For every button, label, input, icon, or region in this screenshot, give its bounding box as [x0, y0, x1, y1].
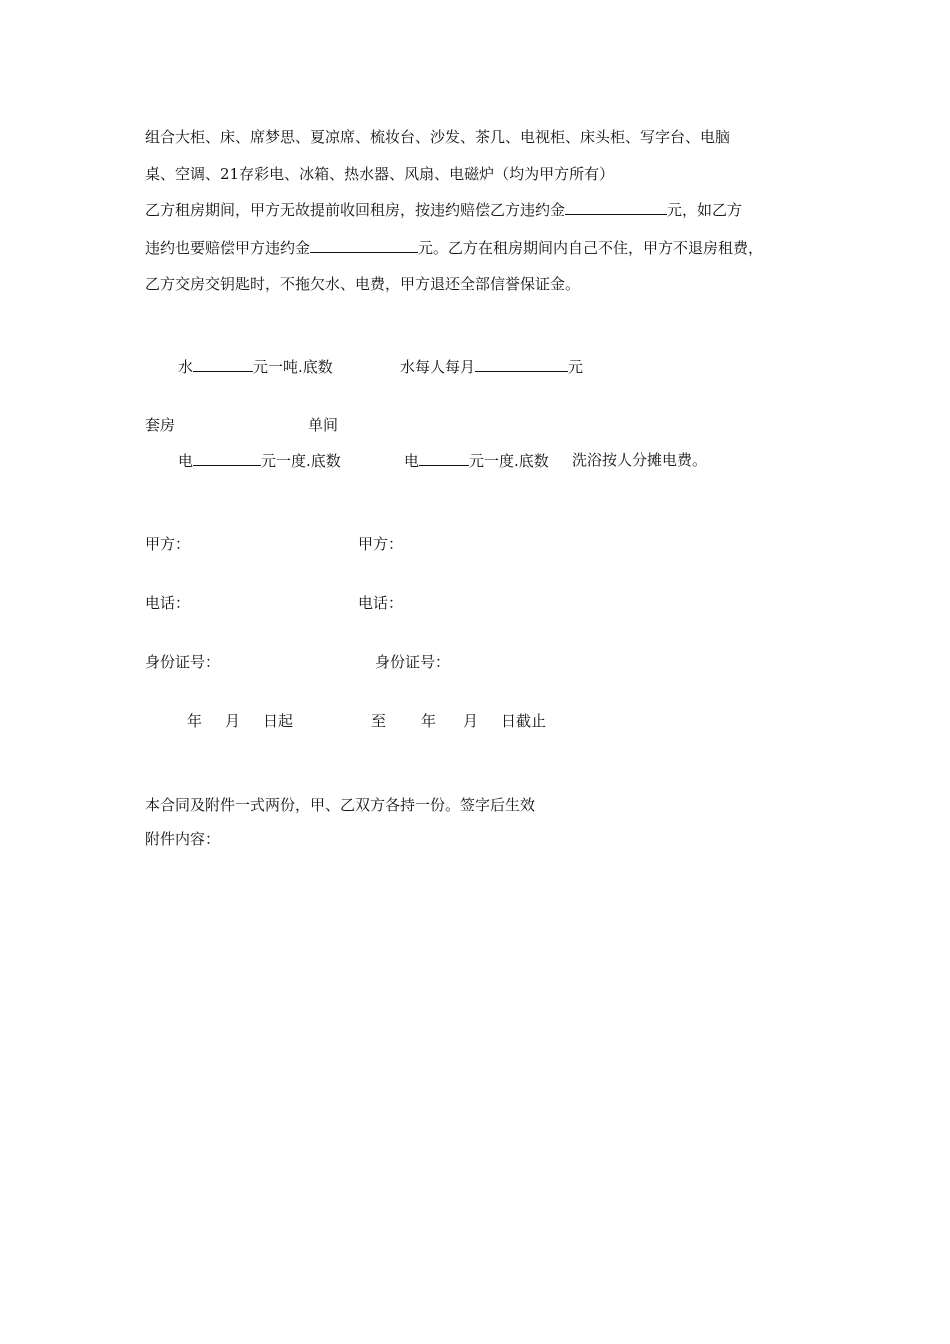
copies-statement: 本合同及附件一式两份，甲、乙双方各持一份。签字后生效 [145, 796, 536, 814]
water-rate-line [178, 356, 333, 377]
penalty-blank-1 [565, 199, 667, 215]
penalty-line-3: 乙方交房交钥匙时，不拖欠水、电费，甲方退还全部信誉保证金。 [145, 275, 581, 293]
penalty-text-2b: 元。乙方在租房期间内自己不住，甲方不退房租费， [418, 239, 764, 257]
phone-label-left: 电话： [145, 594, 191, 612]
water-per-person-blank [475, 356, 568, 372]
attachment-label: 附件内容： [145, 830, 221, 848]
term-month-2: 月 [463, 712, 479, 730]
term-to: 至 [371, 712, 387, 730]
water-yuan: 元 [568, 358, 584, 376]
electricity-blank-2 [419, 450, 469, 466]
term-year-2: 年 [421, 712, 437, 730]
water-per-person-label: 水每人每月 [400, 358, 476, 376]
electricity-suffix-1: 元一度.底数 [261, 452, 341, 470]
penalty-text-1b: 元，如乙方 [667, 201, 743, 219]
term-year-1: 年 [187, 712, 203, 730]
water-rate-suffix: 元一吨.底数 [253, 358, 333, 376]
furniture-line-1: 组合大柜、床、席梦思、夏凉席、梳妆台、沙发、茶几、电视柜、床头柜、写字台、电脑 [145, 128, 731, 146]
party-label-right: 甲方： [358, 535, 404, 553]
term-start: 日起 [263, 712, 294, 730]
id-label-right: 身份证号： [375, 653, 451, 671]
furniture-line-2: 桌、空调、21存彩电、冰箱、热水器、风扇、电磁炉（均为甲方所有） [145, 165, 615, 183]
water-per-person-line [400, 356, 583, 377]
electricity-label-1: 电 [178, 452, 194, 470]
electricity-rate-1 [178, 450, 341, 471]
water-rate-blank [193, 356, 253, 372]
penalty-line-2 [145, 237, 763, 258]
electricity-rate-2 [404, 450, 549, 471]
room-type-single: 单间 [308, 416, 339, 434]
term-month-1: 月 [225, 712, 241, 730]
room-type-suite: 套房 [145, 416, 176, 434]
id-label-left: 身份证号： [145, 653, 221, 671]
term-end: 日截止 [501, 712, 547, 730]
phone-label-right: 电话： [358, 594, 404, 612]
electricity-blank-1 [193, 450, 261, 466]
water-label: 水 [178, 358, 194, 376]
penalty-text-1a: 乙方租房期间，甲方无故提前收回租房，按违约赔偿乙方违约金 [145, 201, 566, 219]
penalty-text-2a: 违约也要赔偿甲方违约金 [145, 239, 311, 257]
party-label-left: 甲方： [145, 535, 191, 553]
penalty-line-1 [145, 199, 742, 220]
electricity-suffix-2: 元一度.底数 [469, 452, 549, 470]
electricity-note: 洗浴按人分摊电费。 [572, 451, 708, 469]
electricity-label-2: 电 [404, 452, 420, 470]
penalty-blank-2 [310, 237, 418, 253]
